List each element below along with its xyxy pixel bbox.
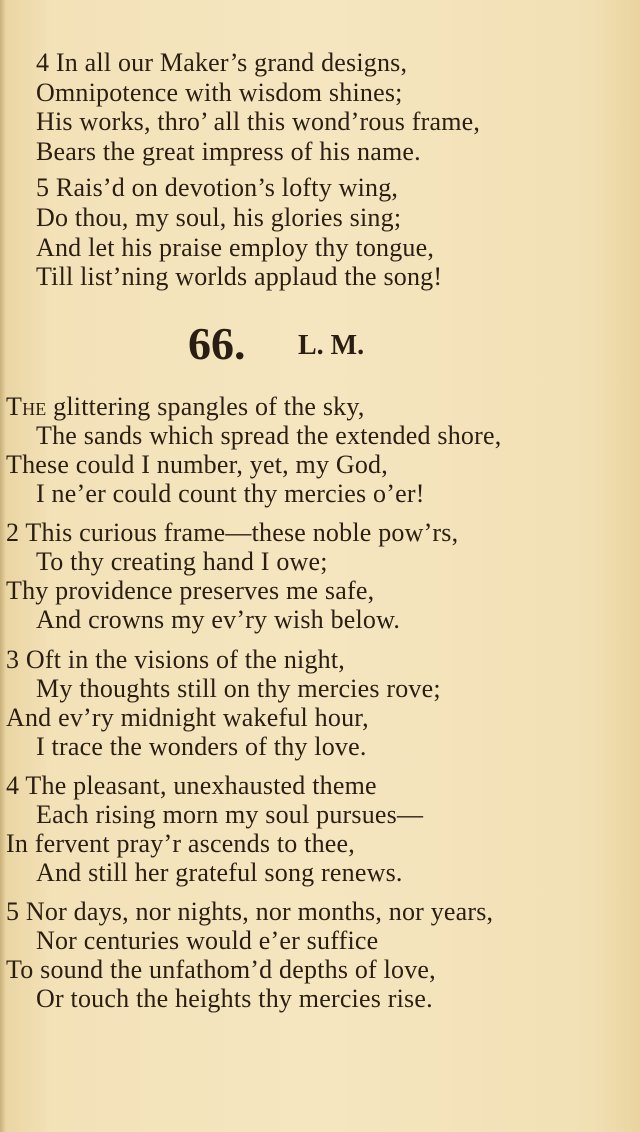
verse-line: Omnipotence with wisdom shines; <box>36 78 403 107</box>
verse-line: The sands which spread the extended shore, <box>36 421 502 450</box>
verse-line: 2 This curious frame—these noble pow’rs, <box>6 518 459 547</box>
hymn-meter: L. M. <box>298 330 365 361</box>
verse-line: My thoughts still on thy mercies rove; <box>36 674 441 703</box>
verse-line: Each rising morn my soul pursues— <box>36 800 424 829</box>
verse-line: And ev’ry midnight wakeful hour, <box>6 703 369 732</box>
verse-line: Till list’ning worlds applaud the song! <box>36 262 443 291</box>
verse-line: Or touch the heights thy mercies rise. <box>36 984 433 1013</box>
verse-line: And crowns my ev’ry wish below. <box>36 605 401 634</box>
verse-line: And let his praise employ thy tongue, <box>36 233 435 262</box>
verse-line: 5 Rais’d on devotion’s lofty wing, <box>36 173 399 202</box>
verse-line: Nor centuries would e’er suffice <box>36 926 379 955</box>
verse-line: Bears the great impress of his name. <box>36 137 421 166</box>
hymn-heading <box>0 316 640 376</box>
verse-line: 4 The pleasant, unexhausted theme <box>6 771 377 800</box>
first-word: The <box>6 392 47 421</box>
first-line-text: glittering spangles of the sky, <box>46 392 365 421</box>
verse-line: To thy creating hand I owe; <box>36 547 328 576</box>
verse-line: Thy providence preserves me safe, <box>6 576 375 605</box>
verse-line: I trace the wonders of thy love. <box>36 732 367 761</box>
hymn-number: 66. <box>188 318 246 369</box>
verse-line: In fervent pray’r ascends to thee, <box>6 829 355 858</box>
verse-line: 4 In all our Maker’s grand designs, <box>36 48 408 77</box>
verse-line: To sound the unfathom’d depths of love, <box>6 955 436 984</box>
verse-line: Do thou, my soul, his glories sing; <box>36 203 402 232</box>
verse-line: And still her grateful song renews. <box>36 858 403 887</box>
verse-line: 5 Nor days, nor nights, nor months, nor years, <box>6 897 494 926</box>
verse-line: I ne’er could count thy mercies o’er! <box>36 479 425 508</box>
verse-line: His works, thro’ all this wond’rous frame, <box>36 107 481 136</box>
verse-line: These could I number, yet, my God, <box>6 450 388 479</box>
verse-line: 3 Oft in the visions of the night, <box>6 645 345 674</box>
verse-line-first <box>6 392 365 422</box>
